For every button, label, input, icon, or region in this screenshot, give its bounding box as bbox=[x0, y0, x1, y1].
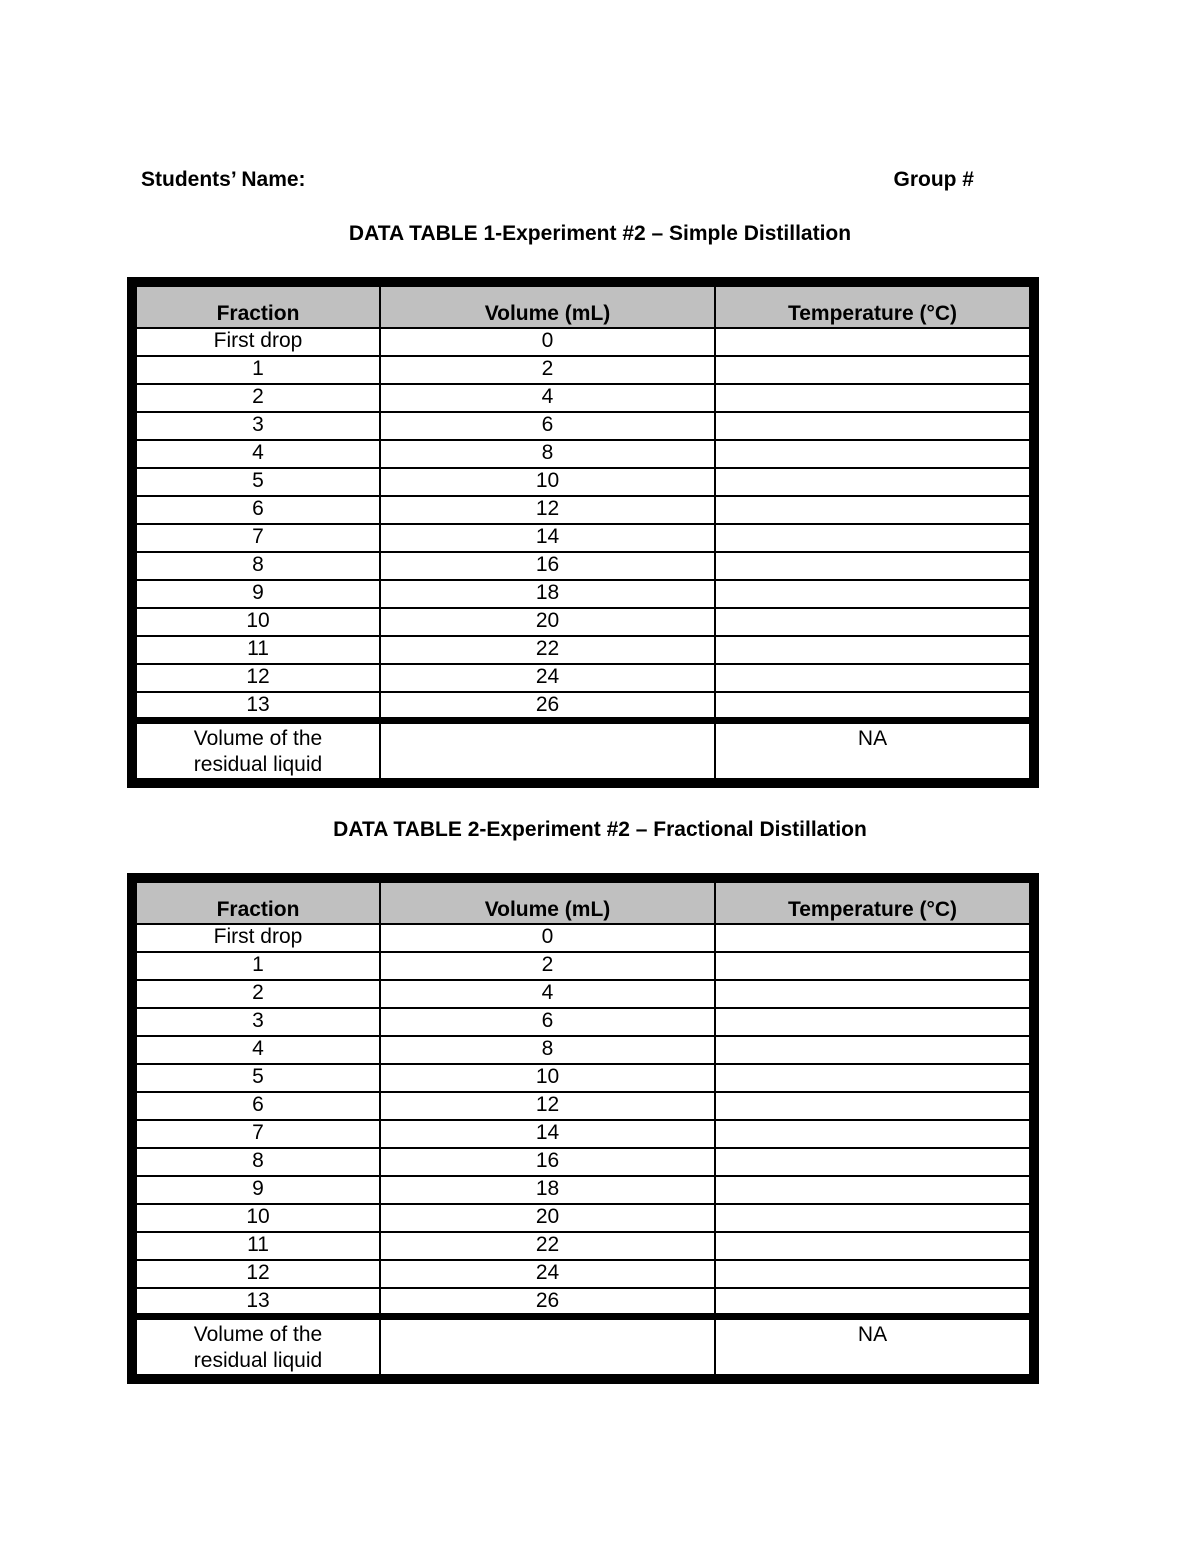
volume-cell: 26 bbox=[380, 1288, 715, 1317]
fraction-cell: 11 bbox=[136, 1232, 380, 1260]
volume-cell: 18 bbox=[380, 580, 715, 608]
table-row bbox=[136, 1092, 1030, 1120]
fraction-cell: 10 bbox=[136, 608, 380, 636]
data-table-2 bbox=[127, 873, 1039, 1384]
table-row bbox=[136, 1008, 1030, 1036]
table-row bbox=[136, 1288, 1030, 1317]
volume-cell: 24 bbox=[380, 1260, 715, 1288]
fraction-cell: 8 bbox=[136, 552, 380, 580]
fraction-cell: 12 bbox=[136, 664, 380, 692]
volume-cell: 8 bbox=[380, 440, 715, 468]
temperature-cell[interactable] bbox=[715, 692, 1030, 721]
temperature-cell[interactable] bbox=[715, 384, 1030, 412]
volume-cell: 14 bbox=[380, 1120, 715, 1148]
table-row bbox=[136, 552, 1030, 580]
volume-cell: 24 bbox=[380, 664, 715, 692]
table-row bbox=[136, 1232, 1030, 1260]
residual-row bbox=[136, 721, 1030, 780]
volume-cell: 10 bbox=[380, 1064, 715, 1092]
fraction-cell: 11 bbox=[136, 636, 380, 664]
volume-cell: 0 bbox=[380, 924, 715, 952]
fraction-cell: First drop bbox=[136, 924, 380, 952]
table-row bbox=[136, 524, 1030, 552]
fraction-cell: 4 bbox=[136, 1036, 380, 1064]
fraction-cell: 6 bbox=[136, 1092, 380, 1120]
temperature-cell[interactable] bbox=[715, 1064, 1030, 1092]
table-row bbox=[136, 1260, 1030, 1288]
fraction-cell: 3 bbox=[136, 1008, 380, 1036]
column-header-temperature: Temperature (°C) bbox=[715, 882, 1030, 924]
temperature-cell[interactable] bbox=[715, 580, 1030, 608]
table-1-title: DATA TABLE 1-Experiment #2 – Simple Distillation bbox=[348, 222, 852, 245]
residual-temperature-cell: NA bbox=[715, 1317, 1030, 1376]
fraction-cell: 6 bbox=[136, 496, 380, 524]
temperature-cell[interactable] bbox=[715, 328, 1030, 356]
fraction-cell: 7 bbox=[136, 1120, 380, 1148]
residual-volume-cell[interactable] bbox=[380, 1317, 715, 1376]
table-row bbox=[136, 692, 1030, 721]
volume-cell: 4 bbox=[380, 980, 715, 1008]
table-row bbox=[136, 328, 1030, 356]
fraction-cell: 9 bbox=[136, 1176, 380, 1204]
column-header-fraction: Fraction bbox=[136, 882, 380, 924]
volume-cell: 4 bbox=[380, 384, 715, 412]
fraction-cell: First drop bbox=[136, 328, 380, 356]
table-row bbox=[136, 1036, 1030, 1064]
fraction-cell: 13 bbox=[136, 1288, 380, 1317]
table-row bbox=[136, 440, 1030, 468]
residual-volume-cell[interactable] bbox=[380, 721, 715, 780]
temperature-cell[interactable] bbox=[715, 440, 1030, 468]
volume-cell: 22 bbox=[380, 636, 715, 664]
temperature-cell[interactable] bbox=[715, 1176, 1030, 1204]
table-row bbox=[136, 952, 1030, 980]
volume-cell: 16 bbox=[380, 1148, 715, 1176]
temperature-cell[interactable] bbox=[715, 1232, 1030, 1260]
table-row bbox=[136, 924, 1030, 952]
column-header-temperature: Temperature (°C) bbox=[715, 286, 1030, 328]
volume-cell: 16 bbox=[380, 552, 715, 580]
volume-cell: 20 bbox=[380, 608, 715, 636]
volume-cell: 14 bbox=[380, 524, 715, 552]
fraction-cell: 1 bbox=[136, 952, 380, 980]
fraction-cell: 5 bbox=[136, 1064, 380, 1092]
table-row bbox=[136, 636, 1030, 664]
column-header-fraction: Fraction bbox=[136, 286, 380, 328]
table-2-title: DATA TABLE 2-Experiment #2 – Fractional Distillation bbox=[333, 818, 867, 841]
fraction-cell: 13 bbox=[136, 692, 380, 721]
temperature-cell[interactable] bbox=[715, 496, 1030, 524]
volume-cell: 6 bbox=[380, 412, 715, 440]
temperature-cell[interactable] bbox=[715, 552, 1030, 580]
fraction-cell: 8 bbox=[136, 1148, 380, 1176]
table-row bbox=[136, 980, 1030, 1008]
temperature-cell[interactable] bbox=[715, 1204, 1030, 1232]
table-row bbox=[136, 1148, 1030, 1176]
volume-cell: 8 bbox=[380, 1036, 715, 1064]
fraction-cell: 3 bbox=[136, 412, 380, 440]
volume-cell: 18 bbox=[380, 1176, 715, 1204]
temperature-cell[interactable] bbox=[715, 608, 1030, 636]
fraction-cell: 9 bbox=[136, 580, 380, 608]
volume-cell: 12 bbox=[380, 1092, 715, 1120]
volume-cell: 0 bbox=[380, 328, 715, 356]
temperature-cell[interactable] bbox=[715, 636, 1030, 664]
residual-row bbox=[136, 1317, 1030, 1376]
temperature-cell[interactable] bbox=[715, 980, 1030, 1008]
temperature-cell[interactable] bbox=[715, 468, 1030, 496]
volume-cell: 12 bbox=[380, 496, 715, 524]
table-row bbox=[136, 608, 1030, 636]
data-table-1 bbox=[127, 277, 1039, 788]
temperature-cell[interactable] bbox=[715, 524, 1030, 552]
temperature-cell[interactable] bbox=[715, 1036, 1030, 1064]
table-row bbox=[136, 664, 1030, 692]
table-row bbox=[136, 1176, 1030, 1204]
temperature-cell[interactable] bbox=[715, 1288, 1030, 1317]
table-row bbox=[136, 412, 1030, 440]
group-number-label: Group # bbox=[893, 168, 974, 191]
table-row bbox=[136, 580, 1030, 608]
residual-label-cell: Volume of the residual liquid bbox=[136, 1317, 380, 1376]
volume-cell: 22 bbox=[380, 1232, 715, 1260]
table-row bbox=[136, 468, 1030, 496]
temperature-cell[interactable] bbox=[715, 924, 1030, 952]
volume-cell: 2 bbox=[380, 952, 715, 980]
residual-label-cell: Volume of the residual liquid bbox=[136, 721, 380, 780]
residual-temperature-cell: NA bbox=[715, 721, 1030, 780]
table-row bbox=[136, 1204, 1030, 1232]
fraction-cell: 4 bbox=[136, 440, 380, 468]
temperature-cell[interactable] bbox=[715, 952, 1030, 980]
table-row bbox=[136, 496, 1030, 524]
volume-cell: 26 bbox=[380, 692, 715, 721]
table-row bbox=[136, 1064, 1030, 1092]
volume-cell: 6 bbox=[380, 1008, 715, 1036]
table-row bbox=[136, 1120, 1030, 1148]
fraction-cell: 1 bbox=[136, 356, 380, 384]
temperature-cell[interactable] bbox=[715, 356, 1030, 384]
volume-cell: 20 bbox=[380, 1204, 715, 1232]
fraction-cell: 12 bbox=[136, 1260, 380, 1288]
temperature-cell[interactable] bbox=[715, 1260, 1030, 1288]
fraction-cell: 10 bbox=[136, 1204, 380, 1232]
students-name-label: Students’ Name: bbox=[141, 168, 306, 191]
fraction-cell: 7 bbox=[136, 524, 380, 552]
student-header bbox=[141, 168, 976, 198]
temperature-cell[interactable] bbox=[715, 1092, 1030, 1120]
temperature-cell[interactable] bbox=[715, 1120, 1030, 1148]
table-row bbox=[136, 384, 1030, 412]
volume-cell: 2 bbox=[380, 356, 715, 384]
column-header-volume: Volume (mL) bbox=[380, 286, 715, 328]
temperature-cell[interactable] bbox=[715, 1008, 1030, 1036]
fraction-cell: 2 bbox=[136, 980, 380, 1008]
temperature-cell[interactable] bbox=[715, 412, 1030, 440]
temperature-cell[interactable] bbox=[715, 1148, 1030, 1176]
volume-cell: 10 bbox=[380, 468, 715, 496]
table-row bbox=[136, 356, 1030, 384]
fraction-cell: 2 bbox=[136, 384, 380, 412]
column-header-volume: Volume (mL) bbox=[380, 882, 715, 924]
temperature-cell[interactable] bbox=[715, 664, 1030, 692]
fraction-cell: 5 bbox=[136, 468, 380, 496]
